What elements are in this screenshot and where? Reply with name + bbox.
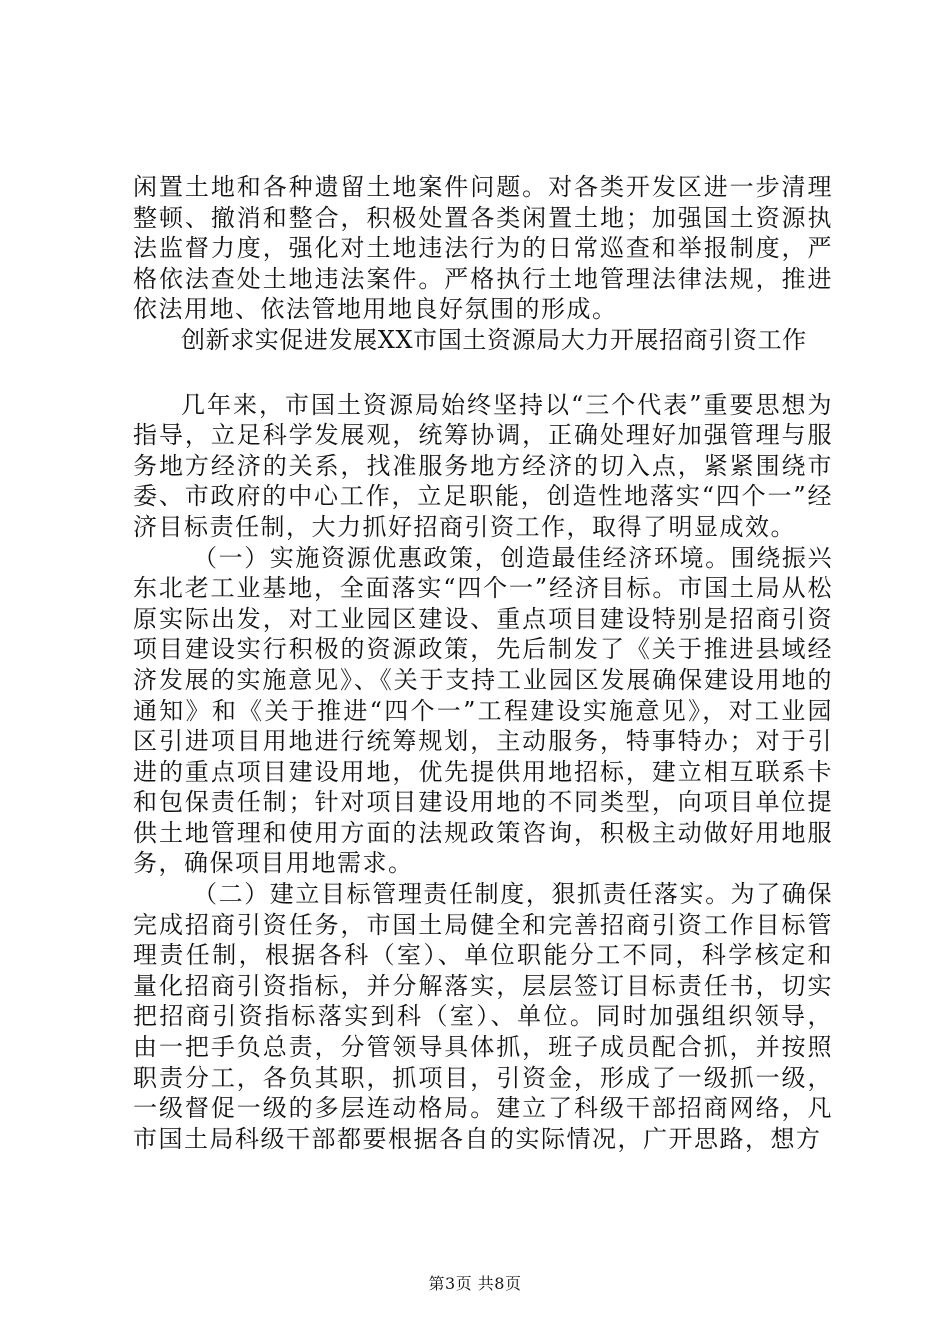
body-paragraph-1: 几年来，市国土资源局始终坚持以“三个代表”重要思想为指导，立足科学发展观，统筹协调，正确处理好加强管理与服务地方经济的关系，找准服务地方经济的切入点，紧紧围绕市委、市政府的中心工作，立足职能，创造性地落实“四个一”经济目标责任制，大力抓好招商引资工作，取得了明显成效。: [133, 390, 833, 541]
document-body: [133, 172, 833, 1154]
page-number-footer: 第3页 共8页: [428, 1274, 522, 1293]
intro-paragraph: 闲置土地和各种遗留土地案件问题。对各类开发区进一步清理整顿、撤消和整合，积极处置各类闲置土地；加强国土资源执法监督力度，强化对土地违法行为的日常巡查和举报制度，严格依法查处土地违法案件。严格执行土地管理法律法规，推进依法用地、依法管地用地良好氛围的形成。: [133, 173, 833, 324]
body-paragraph-3: （二）建立目标管理责任制度，狠抓责任落实。为了确保完成招商引资任务，市国土局健全和完善招商引资工作目标管理责任制，根据各科（室）、单位职能分工不同，科学核定和量化招商引资指标，并分解落实，层层签订目标责任书，切实把招商引资指标落实到科（室）、单位。同时加强组织领导，由一把手负总责，分管领导具体抓，班子成员配合抓，并按照职责分工，各负其职，抓项目，引资金，形成了一级抓一级，一级督促一级的多层连动格局。建立了科级干部招商网络，凡市国土局科级干部都要根据各自的实际情况，广开思路，想方: [133, 880, 833, 1153]
article-title: 创新求实促进发展XX市国土资源局大力开展招商引资工作: [181, 325, 807, 354]
body-paragraph-2: （一）实施资源优惠政策，创造最佳经济环境。围绕振兴东北老工业基地，全面落实“四个一”经济目标。市国土局从松原实际出发，对工业园区建设、重点项目建设特别是招商引资项目建设实行积极的资源政策，先后制发了《关于推进县域经济发展的实施意见》、《关于支持工业园区发展确保建设用地的通知》和《关于推进“四个一”工程建设实施意见》，对工业园区引进项目用地进行统筹规划，主动服务，特事特办；对于引进的重点项目建设用地，优先提供用地招标，建立相互联系卡和包保责任制；针对项目建设用地的不同类型，向项目单位提供土地管理和使用方面的法规政策咨询，积极主动做好用地服务，确保项目用地需求。: [133, 543, 833, 878]
